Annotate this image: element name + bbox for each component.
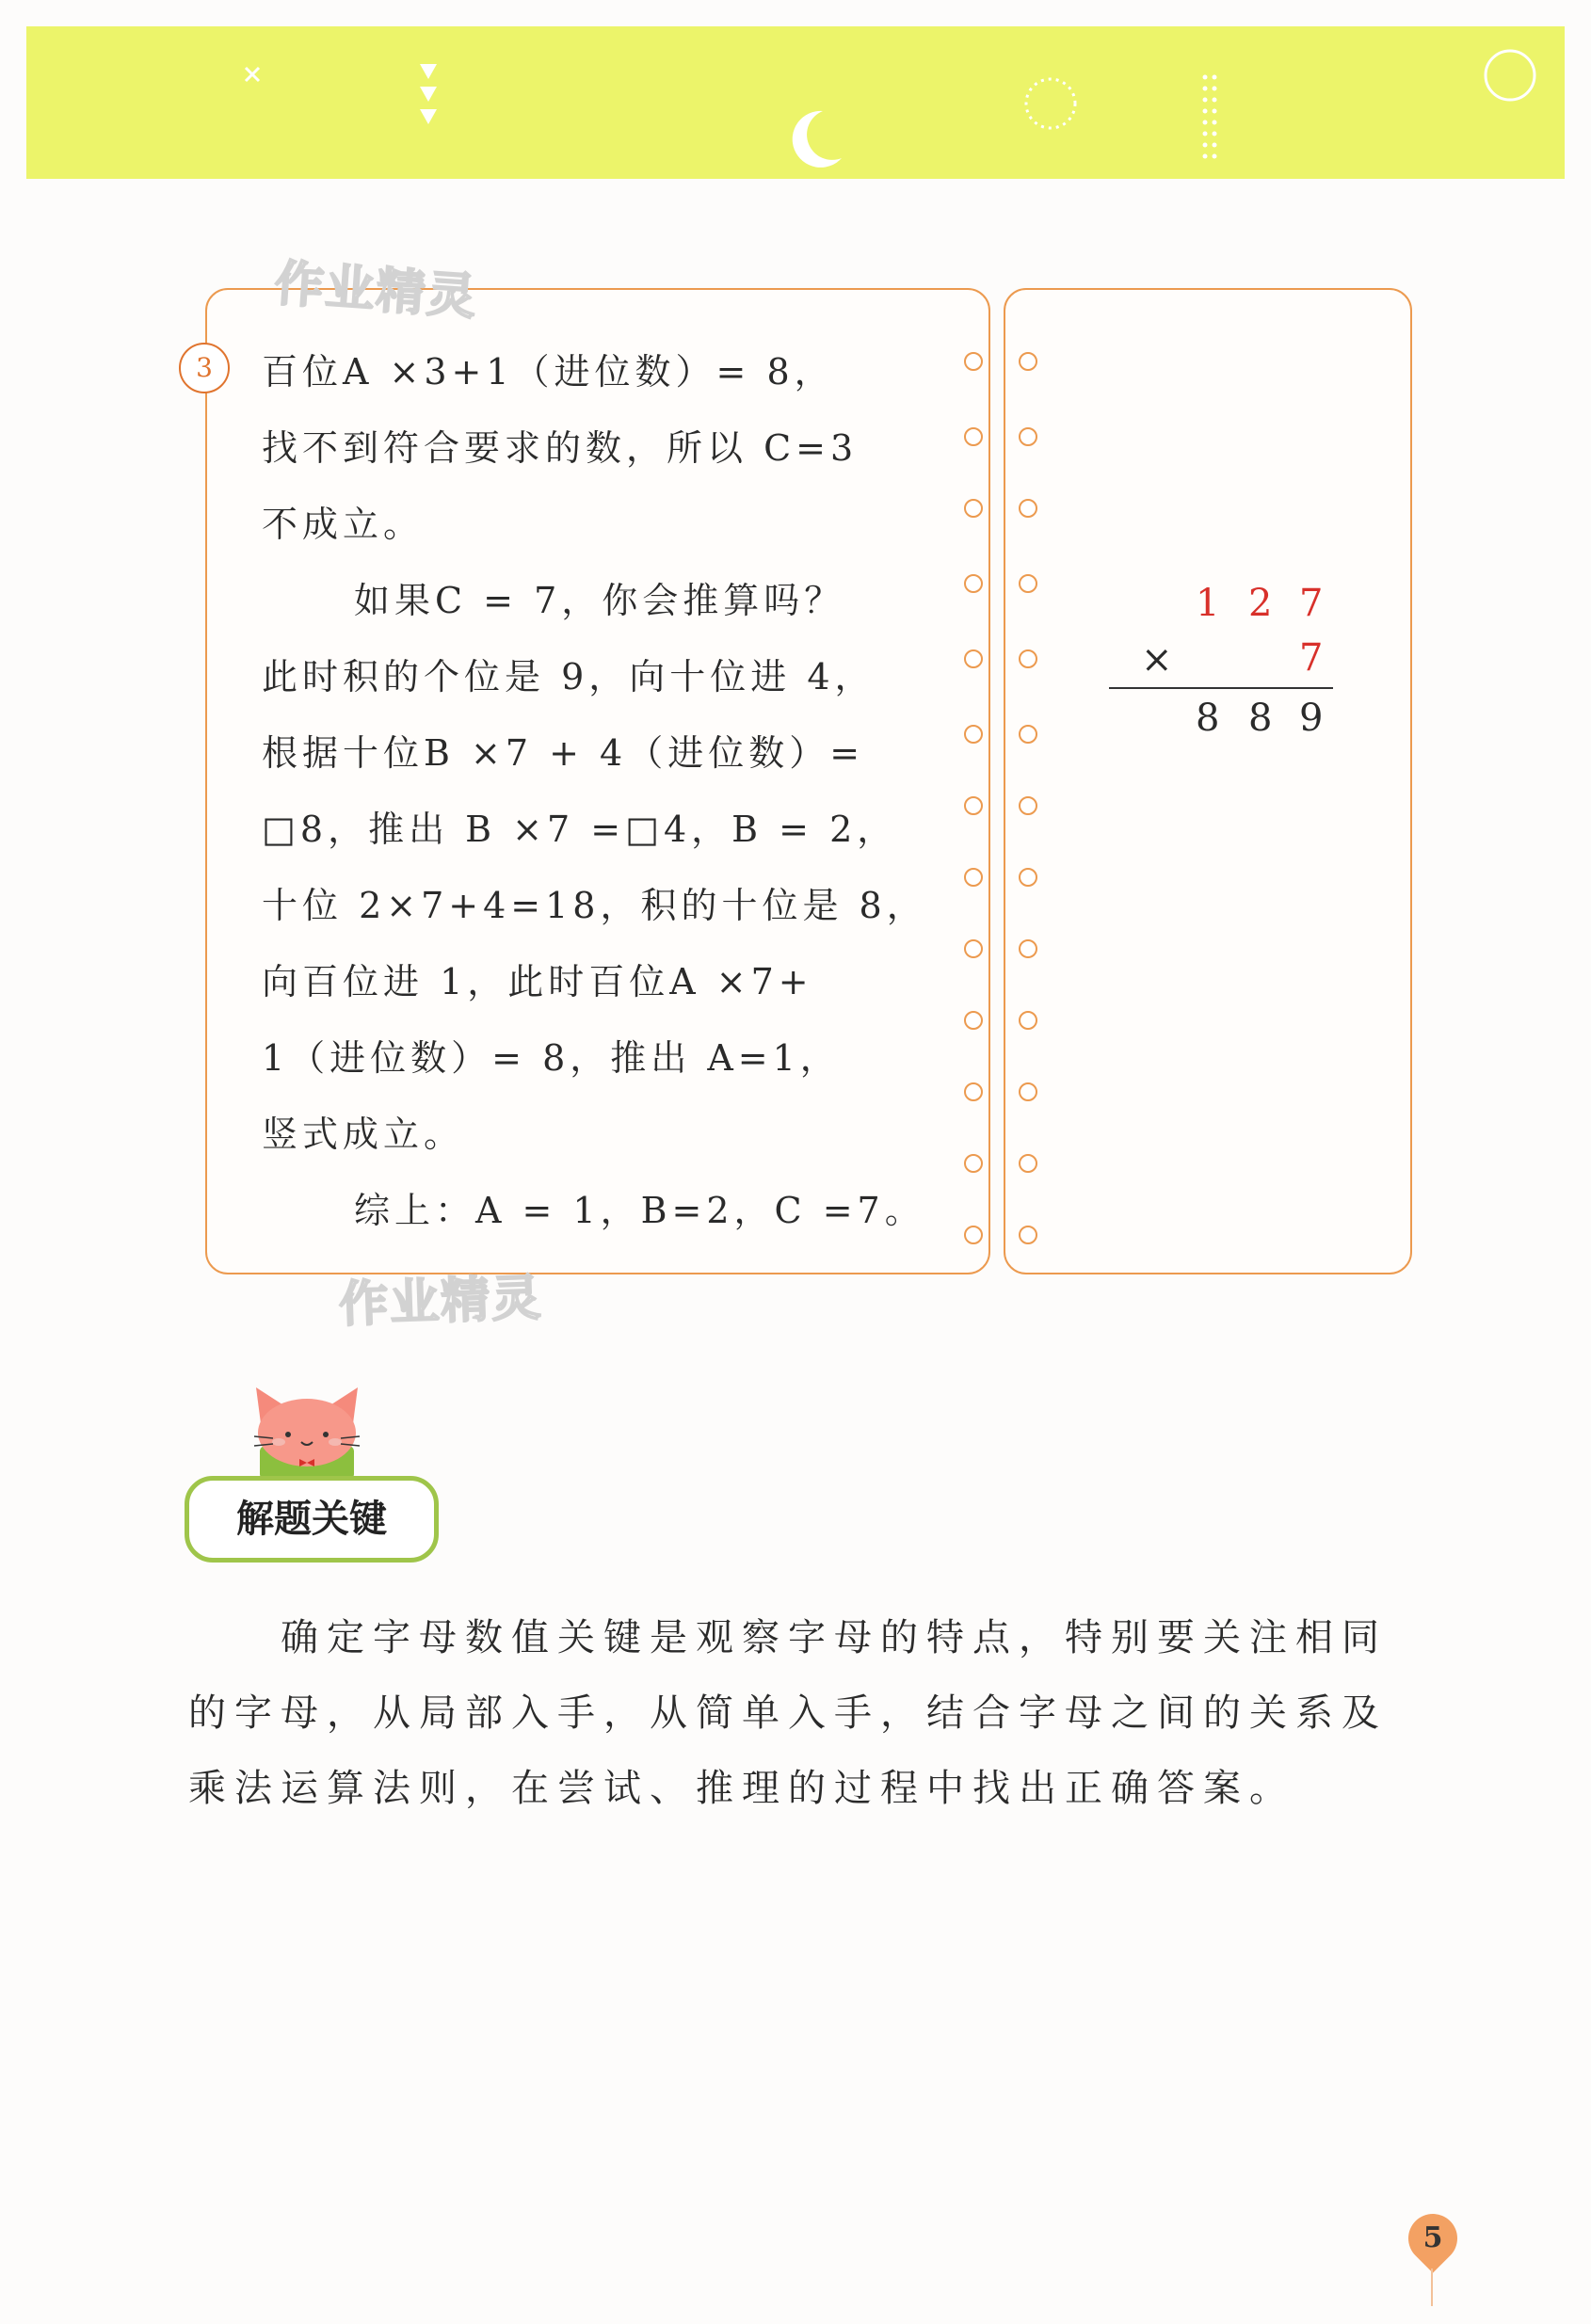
key-points-heading: 解题关键 (185, 1476, 439, 1563)
page-number-tail (1431, 2268, 1433, 2306)
solution-line: 此时积的个位是 9，向十位进 4， (262, 656, 876, 697)
solution-line: 如果C = 7，你会推算吗？ (354, 580, 845, 621)
watermark: 作业精灵 (272, 255, 480, 327)
key-points-line: 的字母，从局部入手，从简单入手，结合字母之间的关系及 (188, 1691, 1388, 1735)
multiplier-digit: 7 (1299, 636, 1324, 680)
watermark: 作业精灵 (338, 1270, 544, 1334)
solution-text (262, 334, 927, 1249)
step-number-badge: 3 (179, 343, 230, 393)
solution-line: □8，推出 B ×7 =□4，B = 2， (262, 809, 898, 850)
solution-line: 1（进位数）= 8，推出 A=1， (262, 1037, 841, 1079)
cat-mascot-icon (247, 1380, 369, 1483)
page-number-badge (1398, 2204, 1468, 2273)
solution-line: 综上：A = 1，B=2，C =7。 (354, 1190, 925, 1231)
calculation-card (1004, 288, 1412, 1274)
solution-line: 不成立。 (262, 504, 425, 545)
multiply-operator: × (1141, 638, 1173, 681)
solution-line: 十位 2×7+4=18，积的十位是 8， (262, 885, 927, 926)
product-digit: 9 (1299, 697, 1324, 740)
multiplicand-digit: 2 (1248, 582, 1273, 625)
calculation-rule-line (1109, 687, 1333, 689)
header-banner (26, 26, 1565, 179)
multiplicand-digit: 7 (1299, 582, 1324, 625)
multiplicand-digit: 1 (1196, 582, 1220, 625)
decorative-pattern-icon (26, 26, 1565, 179)
key-points-line: 确定字母数值关键是观察字母的特点，特别要关注相同 (281, 1616, 1388, 1659)
product-digit: 8 (1248, 697, 1273, 740)
page-number: 5 (1422, 2221, 1443, 2254)
key-points-text (188, 1600, 1412, 1826)
solution-line: 百位A ×3+1（进位数）= 8， (262, 351, 835, 393)
solution-line: 找不到符合要求的数，所以 C=3 (262, 427, 859, 469)
key-points-line: 乘法运算法则，在尝试、推理的过程中找出正确答案。 (188, 1767, 1295, 1810)
solution-line: 向百位进 1，此时百位A ×7+ (262, 961, 813, 1002)
product-digit: 8 (1196, 697, 1220, 740)
solution-line: 根据十位B ×7 + 4（进位数）= (262, 732, 865, 774)
solution-line: 竖式成立。 (262, 1114, 465, 1155)
